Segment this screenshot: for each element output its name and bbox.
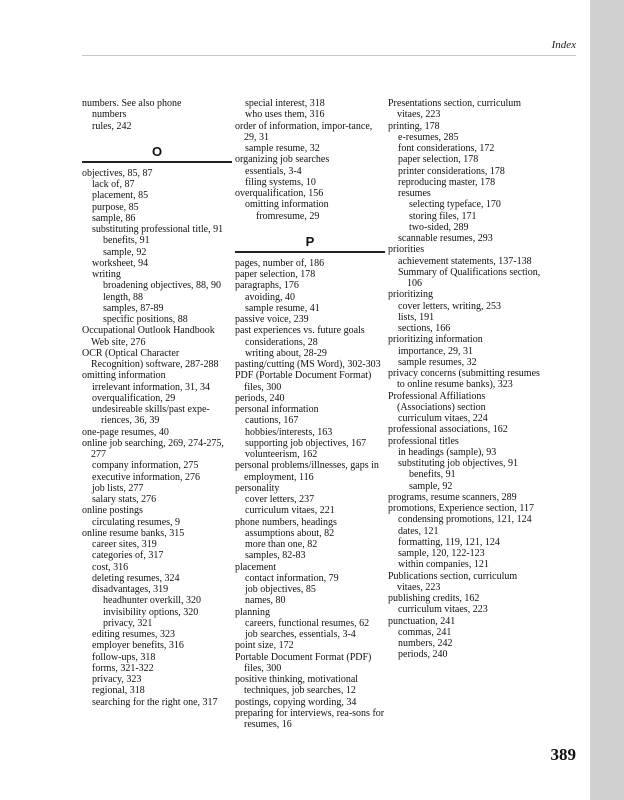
index-entry: OCR (Optical Character Recognition) software, 287-288 (82, 347, 219, 370)
index-entry: preparing for interviews, rea-sons for resumes, 16 (235, 707, 385, 730)
index-entry: positive thinking, motivational techniques, job searches, 12 (235, 674, 359, 697)
index-column-2 (235, 98, 385, 730)
index-entry: Portable Document Format (PDF) files, 300 (235, 651, 372, 674)
index-subentry: cost, 316 (92, 561, 129, 573)
index-subentry: reproducing master, 178 (398, 176, 496, 188)
index-subentry: broadening objectives, 88, 90 (103, 280, 222, 292)
index-subentry: within companies, 121 (398, 559, 489, 571)
index-subentry: executive information, 276 (92, 471, 201, 483)
index-subentry: job objectives, 85 (245, 584, 316, 595)
index-entry: postings, copying wording, 34 (235, 696, 357, 708)
index-subentry: sample, 120, 122-123 (398, 548, 485, 559)
index-subentry: contact information, 79 (245, 572, 339, 584)
index-subentry: cover letters, writing, 253 (398, 300, 502, 312)
index-entry: Publications section, curriculum vitaes, 223 (388, 570, 518, 593)
index-subentry: printer considerations, 178 (398, 165, 505, 177)
index-subentry: purpose, 85 (92, 201, 139, 213)
index-subentry: condensing promotions, 121, 124 (398, 514, 532, 526)
index-subentry: salary stats, 276 (92, 494, 157, 505)
index-subentry: sample, 92 (103, 246, 147, 258)
index-entry: paragraphs, 176 (235, 280, 299, 292)
index-entry: past experiences vs. future goals (235, 325, 365, 337)
index-subentry: curriculum vitaes, 221 (245, 505, 335, 517)
index-subentry: headhunter overkill, 320 (103, 595, 202, 607)
index-subentry: privacy, 323 (92, 674, 142, 685)
index-subentry: more than one, 82 (245, 539, 318, 550)
index-entry: Occupational Outlook Handbook Web site, 276 (82, 325, 215, 348)
index-entry: online resume banks, 315 (82, 527, 185, 539)
page-number: 389 (550, 745, 576, 764)
index-subentry: searching for the right one, 317 (92, 696, 218, 708)
index-entry: programs, resume scanners, 289 (388, 491, 517, 503)
index-subentry: e-resumes, 285 (398, 131, 459, 143)
index-subentry: cover letters, 237 (245, 494, 315, 505)
index-subentry: avoiding, 40 (245, 291, 295, 303)
running-header: Index (551, 39, 576, 51)
index-subentry: regional, 318 (92, 685, 145, 697)
index-entry: personal problems/illnesses, gaps in employment, 116 (235, 460, 379, 483)
index-subentry: supporting job objectives, 167 (245, 437, 367, 449)
index-subentry: numbers (92, 109, 127, 121)
index-entry: phone numbers, headings (235, 516, 337, 528)
index-entry: point size, 172 (235, 640, 294, 652)
index-subentry: careers, functional resumes, 62 (245, 617, 370, 629)
index-subentry: company information, 275 (92, 460, 199, 472)
index-subentry: storing files, 171 (409, 210, 477, 222)
index-subentry: font considerations, 172 (398, 143, 495, 154)
index-subentry: achievement statements, 137-138 (398, 255, 532, 267)
index-subentry: lists, 191 (398, 311, 435, 323)
index-subentry: job lists, 277 (92, 482, 144, 494)
index-subentry: substituting job objectives, 91 (398, 458, 518, 469)
index-subentry: invisibility options, 320 (103, 606, 199, 618)
index-entry: placement (235, 561, 277, 573)
index-subentry: categories of, 317 (92, 550, 164, 562)
index-entry: professional titles (388, 435, 459, 447)
index-subentry: essentials, 3-4 (245, 165, 302, 177)
index-entry: priorities (388, 244, 425, 256)
index-entry: one-page resumes, 40 (82, 426, 169, 438)
index-subentry: sample resumes, 32 (398, 356, 477, 368)
index-subentry: periods, 240 (398, 649, 448, 661)
section-letter-heading: P (235, 233, 385, 253)
index-entry: numbers. See also phone (82, 98, 182, 109)
index-subentry: samples, 82-83 (245, 550, 306, 562)
index-subentry: sample, 92 (409, 480, 453, 492)
section-letter-heading: O (82, 143, 232, 163)
index-entry: objectives, 85, 87 (82, 167, 153, 179)
index-subentry: hobbies/interests, 163 (245, 426, 333, 438)
index-subentry: selecting typeface, 170 (409, 199, 501, 211)
index-subentry: writing (92, 269, 121, 280)
index-subentry: overqualification, 29 (92, 392, 176, 404)
index-entry: personal information (235, 404, 319, 415)
index-subentry: paper selection, 178 (398, 154, 479, 166)
index-entry: omitting information (82, 370, 166, 382)
index-subentry: benefits, 91 (409, 469, 456, 481)
index-column-1 (82, 98, 232, 708)
index-subentry: two-sided, 289 (409, 221, 469, 233)
index-subentry: forms, 321-322 (92, 662, 154, 674)
index-subentry: benefits, 91 (103, 235, 150, 247)
index-subentry: fromresume, 29 (256, 210, 320, 222)
index-subentry: assumptions about, 82 (245, 527, 335, 539)
index-entry: online job searching, 269, 274-275, 277 (82, 437, 224, 460)
page-edge-tab (590, 0, 624, 800)
index-subentry: job searches, essentials, 3-4 (245, 629, 356, 640)
index-entry: online postings (82, 505, 143, 517)
index-subentry: scannable resumes, 293 (398, 233, 493, 244)
index-subentry: placement, 85 (92, 190, 149, 202)
index-subentry: samples, 87-89 (103, 302, 164, 314)
index-entry: promotions, Experience section, 117 (388, 503, 534, 514)
index-subentry: omitting information (245, 199, 329, 211)
index-entry: organizing job searches (235, 154, 330, 166)
index-entry: periods, 240 (235, 392, 285, 404)
index-subentry: specific positions, 88 (103, 314, 188, 325)
index-subentry: commas, 241 (398, 626, 452, 638)
index-entry: pages, number of, 186 (235, 257, 325, 269)
index-subentry: editing resumes, 323 (92, 629, 176, 640)
index-subentry: sections, 166 (398, 323, 451, 334)
index-subentry: formatting, 119, 121, 124 (398, 536, 500, 548)
index-subentry: names, 80 (245, 595, 286, 607)
index-subentry: disadvantages, 319 (92, 584, 169, 595)
index-entry: pasting/cutting (MS Word), 302-303 (235, 359, 381, 370)
index-subentry: irrelevant information, 31, 34 (92, 381, 211, 393)
index-entry: paper selection, 178 (235, 269, 316, 280)
index-subentry: sample, 86 (92, 212, 136, 224)
index-subentry: privacy, 321 (103, 617, 153, 629)
index-subentry: undesireable skills/past expe-riences, 36, 39 (92, 404, 210, 427)
index-subentry: length, 88 (103, 291, 143, 303)
index-subentry: sample resume, 32 (245, 143, 320, 154)
index-subentry: career sites, 319 (92, 539, 157, 550)
index-subentry: circulating resumes, 9 (92, 516, 181, 528)
index-subentry: curriculum vitaes, 223 (398, 604, 488, 616)
index-subentry: resumes (398, 188, 431, 199)
index-subentry: who uses them, 316 (245, 109, 325, 121)
index-subentry: employer benefits, 316 (92, 640, 184, 652)
index-entry: planning (235, 606, 270, 618)
index-subentry: filing systems, 10 (245, 176, 316, 188)
index-entry: personality (235, 482, 280, 494)
index-subentry: curriculum vitaes, 224 (398, 413, 488, 424)
index-subentry: sample resume, 41 (245, 302, 320, 314)
index-subentry: rules, 242 (92, 120, 132, 132)
index-entry: PDF (Portable Document Format) files, 300 (235, 370, 372, 393)
index-entry: publishing credits, 162 (388, 593, 480, 604)
index-subentry: follow-ups, 318 (92, 651, 156, 663)
index-subentry: importance, 29, 31 (398, 345, 473, 357)
index-subentry: in headings (sample), 93 (398, 446, 497, 458)
index-subentry: substituting professional title, 91 (92, 224, 224, 235)
index-entry: printing, 178 (388, 120, 440, 132)
index-entry: Presentations section, curriculum vitaes, 223 (388, 98, 522, 121)
index-entry: order of information, impor-tance, 29, 31 (235, 120, 373, 143)
index-entry: punctuation, 241 (388, 615, 456, 627)
index-column-3 (388, 98, 543, 661)
index-entry: prioritizing information (388, 334, 483, 346)
index-subentry: cautions, 167 (245, 415, 299, 427)
index-entry: prioritizing (388, 289, 433, 301)
index-subentry: volunteerism, 162 (245, 449, 318, 460)
index-subentry: worksheet, 94 (92, 257, 149, 269)
index-subentry: Summary of Qualifications section, 106 (398, 266, 541, 289)
index-entry: overqualification, 156 (235, 188, 324, 199)
index-entry: privacy concerns (submitting resumes to online resume banks), 323 (388, 368, 540, 391)
index-entry: Professional Affiliations (Associations) section (388, 390, 486, 413)
index-subentry: writing about, 28-29 (245, 347, 327, 359)
index-subentry: numbers, 242 (398, 638, 453, 649)
index-subentry: dates, 121 (398, 525, 439, 537)
index-entry: professional associations, 162 (388, 424, 508, 436)
index-subentry: considerations, 28 (245, 336, 318, 348)
index-subentry: deleting resumes, 324 (92, 572, 180, 584)
index-entry: passive voice, 239 (235, 314, 309, 325)
index-subentry: special interest, 318 (245, 98, 325, 109)
index-subentry: lack of, 87 (92, 179, 135, 190)
header-divider (82, 55, 576, 56)
